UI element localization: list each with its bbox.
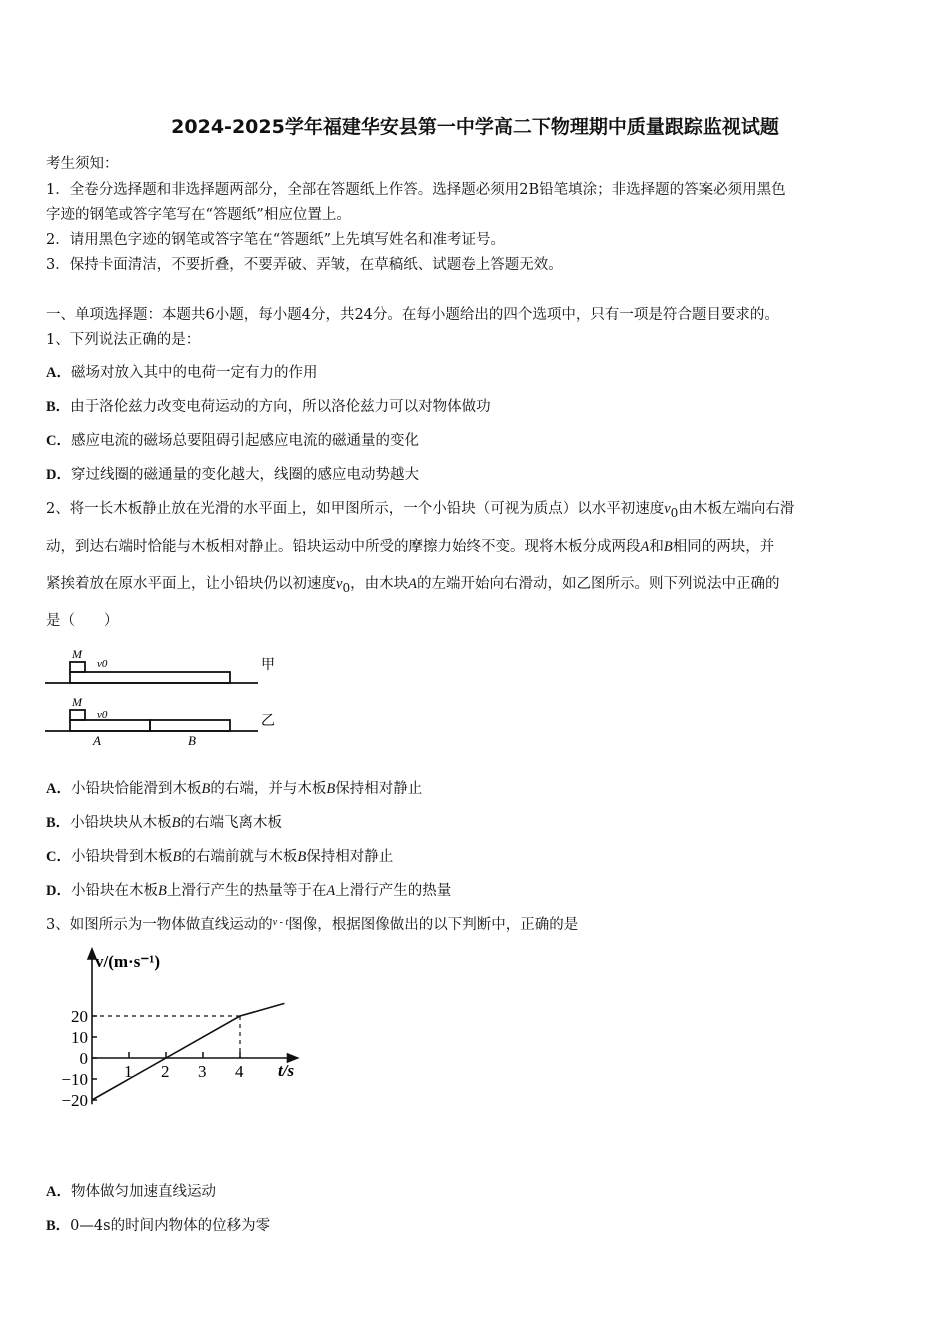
x-tick-label: 3 <box>198 1062 207 1081</box>
y-tick-label: 20 <box>71 1007 88 1026</box>
q1-option-a[interactable]: A．磁场对放入其中的电荷一定有力的作用 <box>46 365 318 381</box>
y-axis-label: v/(m·s⁻¹) <box>95 952 161 971</box>
q2-stem-line3: 紧挨着放在原水平面上，让小铅块仍以初速度$v_0$，由木块A的左端开始向右滑动，如乙图所示。则下列说法中正确的 <box>46 576 780 595</box>
notice-item-1-cont: 字迹的钢笔或答字笔写在“答题纸”相应位置上。 <box>46 207 351 223</box>
label-jia: 甲 <box>261 658 275 673</box>
board-a <box>70 720 150 731</box>
x-tick-label: 4 <box>235 1062 244 1081</box>
label-m-jia: M <box>72 647 82 661</box>
page-title: 2024-2025学年福建华安县第一中学高二下物理期中质量跟踪监视试题 <box>171 116 779 138</box>
lead-block-yi <box>70 710 85 720</box>
x-tick-label: 2 <box>161 1062 170 1081</box>
label-a: A <box>93 733 101 748</box>
q2-option-d[interactable]: D．小铅块在木板B上滑行产生的热量等于在A上滑行产生的热量 <box>46 883 452 899</box>
q1-option-c[interactable]: C．感应电流的磁场总要阻碍引起感应电流的磁通量的变化 <box>46 433 419 449</box>
lead-block-jia <box>70 662 85 672</box>
label-v0-yi: v0 <box>97 709 108 721</box>
q3-option-a[interactable]: A．物体做匀加速直线运动 <box>46 1184 216 1200</box>
notice-item-3: 3．保持卡面清洁，不要折叠，不要弄破、弄皱，在草稿纸、试题卷上答题无效。 <box>46 257 563 273</box>
q1-stem: 1、下列说法正确的是： <box>46 332 201 348</box>
x-axis-label: t/s <box>278 1061 295 1080</box>
q1-option-b[interactable]: B．由于洛伦兹力改变电荷运动的方向，所以洛伦兹力可以对物体做功 <box>46 399 491 415</box>
vt-chart <box>40 945 310 1145</box>
notice-heading: 考生须知： <box>46 156 119 172</box>
q3-stem: 3、如图所示为一物体做直线运动的$^{v - t}$图像，根据图像做出的以下判断中，正确的是 <box>46 917 579 933</box>
notice-item-1: 1．全卷分选择题和非选择题两部分，全部在答题纸上作答。选择题必须用2B铅笔填涂；非选择题的答案必须用黑色 <box>46 182 786 198</box>
y-tick-label: −20 <box>61 1091 88 1110</box>
series-line-v <box>92 1003 284 1100</box>
q2-stem-line2: 动，到达右端时恰能与木板相对静止。铅块运动中所受的摩擦力始终不变。现将木板分成两段A和B相同的两块，并 <box>46 539 775 555</box>
section-heading: 一、单项选择题：本题共6小题，每小题4分，共24分。在每小题给出的四个选项中，只有一项是符合题目要求的。 <box>46 307 779 323</box>
label-b: B <box>188 733 196 748</box>
q2-stem-line1: 2、将一长木板静止放在光滑的水平面上，如甲图所示，一个小铅块（可视为质点）以水平初速度$v_0$由木板左端向右滑 <box>46 501 795 520</box>
q1-option-d[interactable]: D．穿过线圈的磁通量的变化越大，线圈的感应电动势越大 <box>46 467 419 483</box>
notice-item-2: 2．请用黑色字迹的钢笔或答字笔在“答题纸”上先填写姓名和准考证号。 <box>46 232 506 248</box>
q2-option-b[interactable]: B．小铅块块从木板B的右端飞离木板 <box>46 815 283 831</box>
label-v0-jia: v0 <box>97 658 108 670</box>
q2-option-a[interactable]: A．小铅块恰能滑到木板B的右端，并与木板B保持相对静止 <box>46 781 423 797</box>
y-tick-label: 10 <box>71 1028 88 1047</box>
y-tick-label: −10 <box>61 1070 88 1089</box>
y-tick-label: 0 <box>79 1049 88 1068</box>
q2-stem-line4: 是（ ） <box>46 613 119 629</box>
x-tick-label: 1 <box>124 1062 133 1081</box>
label-m-yi: M <box>72 695 82 709</box>
label-yi: 乙 <box>261 714 275 729</box>
q2-option-c[interactable]: C．小铅块骨到木板B的右端前就与木板B保持相对静止 <box>46 849 394 865</box>
board-b <box>150 720 230 731</box>
board-jia <box>70 672 230 683</box>
q3-option-b[interactable]: B．0—4s的时间内物体的位移为零 <box>46 1218 271 1234</box>
